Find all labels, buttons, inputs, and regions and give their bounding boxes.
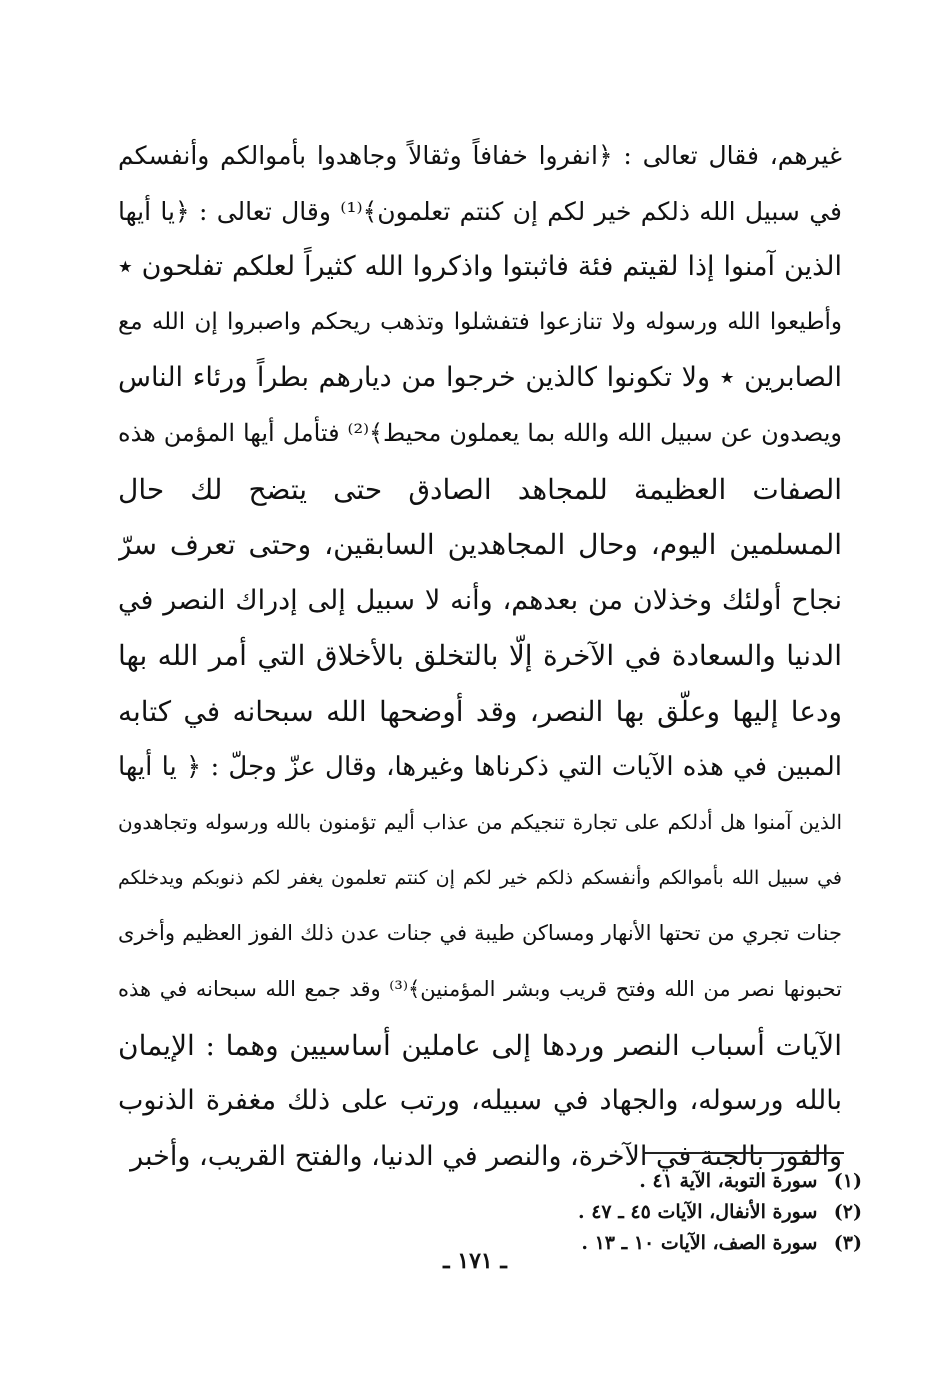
text-line: الذين آمنوا إذا لقيتم فئة فاثبتوا واذكروا الله كثيراً لعلكم تفلحون ٭ (118, 251, 842, 283)
page-number: ـ ١٧١ ـ (443, 1248, 507, 1274)
text-line: تحبونها نصر من الله وفتح قريب وبشر المؤمنين﴾⁽³⁾ وقد جمع الله سبحانه في هذه (118, 976, 842, 1001)
text-line: جنات تجري من تحتها الأنهار ومساكن طيبة في جنات عدن ذلك الفوز العظيم وأخرى (118, 921, 842, 946)
text-line: الصفات العظيمة للمجاهد الصادق حتى يتضح لك حال (118, 472, 842, 506)
footnotes (442, 1166, 862, 1259)
footnote-number: (٣) (833, 1232, 862, 1254)
main-text (118, 128, 842, 1184)
text-line: ودعا إليها وعلّق بها النصر، وقد أوضحها الله سبحانه في كتابه (118, 694, 842, 728)
text-line: نجاح أولئك وخذلان من بعدهم، وأنه لا سبيل إلى إدراك النصر في (118, 584, 842, 616)
footnote-number: (١) (833, 1170, 862, 1192)
footnote-text: سورة التوبة، الآية ٤١ . (639, 1170, 818, 1192)
text-line: ويصدون عن سبيل الله والله بما يعملون محيط﴾⁽²⁾ فتأمل أيها المؤمن هذه (118, 418, 842, 447)
text-line: غيرهم، فقال تعالى : ﴿انفروا خفافاً وثقالاً وجاهدوا بأموالكم وأنفسكم (118, 141, 842, 170)
text-line: في سبيل الله ذلكم خير لكم إن كنتم تعلمون﴾⁽¹⁾ وقال تعالى : ﴿يا أيها (118, 196, 842, 226)
text-line: الدنيا والسعادة في الآخرة إلّا بالتخلق بالأخلاق التي أمر الله بها (118, 639, 842, 673)
text-line: الصابرين ٭ ولا تكونوا كالذين خرجوا من ديارهم بطراً ورئاء الناس (118, 362, 842, 394)
footnote-number: (٢) (833, 1201, 862, 1223)
text-line: بالله ورسوله، والجهاد في سبيله، ورتب على ذلك مغفرة الذنوب (118, 1085, 842, 1117)
text-line: الآيات أسباب النصر وردها إلى عاملين أساسيين وهما : الإيمان (118, 1028, 842, 1062)
text-line: في سبيل الله بأموالكم وأنفسكم ذلكم خير لكم إن كنتم تعلمون يغفر لكم ذنوبكم ويدخلكم (118, 866, 842, 889)
footnote-separator (644, 1152, 844, 1154)
text-line: وأطيعوا الله ورسوله ولا تنازعوا فتفشلوا وتذهب ريحكم واصبروا إن الله مع (118, 308, 842, 335)
footnote-text: سورة الأنفال، الآيات ٤٥ ـ ٤٧ . (577, 1201, 818, 1223)
text-line: المسلمين اليوم، وحال المجاهدين السابقين، وحتى تعرف سرّ (118, 528, 842, 562)
footnote-item (442, 1197, 862, 1228)
text-line: الذين آمنوا هل أدلكم على تجارة تنجيكم من عذاب أليم تؤمنون بالله ورسوله وتجاهدون (118, 810, 842, 835)
footnote-text: سورة الصف، الآيات ١٠ ـ ١٣ . (581, 1232, 818, 1254)
footnote-item (442, 1166, 862, 1197)
text-line: والفوز بالجنة في الآخرة، والنصر في الدنيا، والفتح القريب، وأخبر (130, 1140, 842, 1172)
text-line: المبين في هذه الآيات التي ذكرناها وغيرها، وقال عزّ وجلّ : ﴿ يا أيها (118, 751, 842, 782)
